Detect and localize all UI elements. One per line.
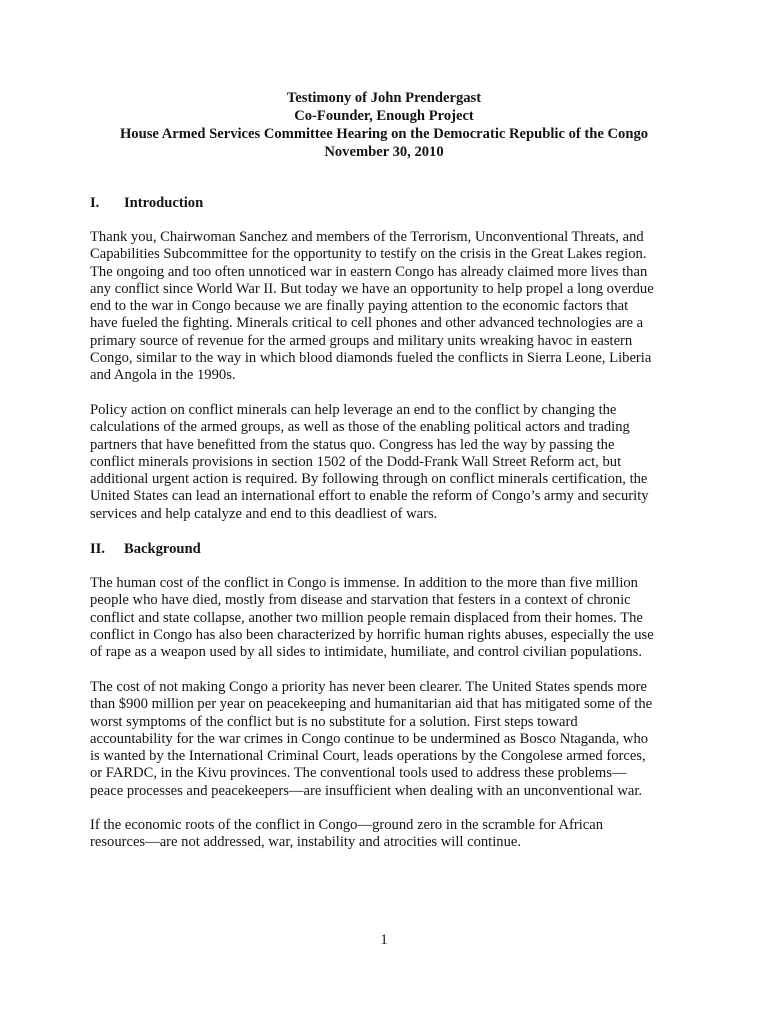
text-line: Congo, similar to the way in which blood diamonds fueled the conflicts in Sierra Leone, Liberia	[90, 350, 652, 367]
text-line: The human cost of the conflict in Congo is immense. In addition to the more than five million	[90, 575, 638, 591]
text-line: Capabilities Subcommittee for the opportunity to testify on the crisis in the Great Lakes region.	[90, 246, 647, 263]
text-line: The ongoing and too often unnoticed war in eastern Congo has already claimed more lives than	[90, 263, 648, 280]
section-heading-background	[90, 540, 201, 558]
section-number: I.	[90, 195, 100, 211]
text-line: conflict and state collapse, another two million people remain displaced from their homes. The	[90, 609, 643, 626]
page-number: 1	[380, 932, 388, 948]
header-hearing-line: House Armed Services Committee Hearing on the Democratic Republic of the Congo	[119, 126, 649, 142]
text-line: is wanted by the International Criminal Court, leads operations by the Congolese armed forces,	[90, 748, 646, 765]
text-line: conflict in Congo has also been characterized by horrific human rights abuses, especially the use	[90, 626, 654, 643]
text-line: people who have died, mostly from disease and starvation that festers in a context of chronic	[90, 592, 631, 609]
text-line: of rape as a weapon used by all sides to intimidate, humiliate, and control civilian populations.	[90, 644, 642, 661]
paragraph-background-2	[90, 679, 690, 800]
paragraph-introduction-1	[90, 229, 690, 385]
text-line: The cost of not making Congo a priority has never been clearer. The United States spends more	[90, 679, 647, 695]
text-line: calculations of the armed groups, as well as those of the enabling political actors and trading	[90, 419, 630, 436]
paragraph-background-3	[90, 817, 690, 852]
section-heading-introduction	[90, 194, 203, 212]
section-number: II.	[90, 541, 106, 557]
header-title-line: Testimony of John Prendergast	[286, 90, 482, 106]
text-line: Thank you, Chairwoman Sanchez and members of the Terrorism, Unconventional Threats, and	[90, 229, 644, 245]
text-line: and Angola in the 1990s.	[90, 367, 236, 384]
header-date-line: November 30, 2010	[324, 144, 444, 160]
header-affiliation-line: Co-Founder, Enough Project	[294, 108, 474, 124]
text-line: United States can lead an international effort to enable the reform of Congo’s army and security	[90, 488, 649, 505]
text-line: resources—are not addressed, war, instability and atrocities will continue.	[90, 834, 522, 851]
text-line: partners that have benefitted from the status quo. Congress has led the way by passing the	[90, 436, 615, 453]
text-line: worst symptoms of the conflict but is no substitute for a solution. First steps toward	[90, 713, 578, 730]
text-line: than $900 million per year on peacekeeping and humanitarian aid that has mitigated some of the	[90, 696, 653, 713]
paragraph-background-1	[90, 575, 690, 661]
text-line: have fueled the fighting. Minerals critical to cell phones and other advanced technologies are a	[90, 315, 644, 332]
text-line: additional urgent action is required. By following through on conflict minerals certification, the	[90, 471, 648, 488]
text-line: services and help catalyze and end to this deadliest of wars.	[90, 505, 438, 522]
text-line: If the economic roots of the conflict in Congo—ground zero in the scramble for African	[90, 817, 604, 833]
section-title: Introduction	[124, 195, 204, 211]
text-line: or FARDC, in the Kivu provinces. The conventional tools used to address these problems—	[90, 765, 627, 782]
section-title: Background	[124, 541, 201, 557]
text-line: conflict minerals provisions in section 1502 of the Dodd-Frank Wall Street Reform act, but	[90, 453, 622, 470]
text-line: end to the war in Congo because we are finally paying attention to the economic factors that	[90, 298, 629, 315]
paragraph-introduction-2	[90, 402, 690, 523]
text-line: peace processes and peacekeepers—are insufficient when dealing with an unconventional war.	[90, 782, 643, 799]
text-line: any conflict since World War II. But today we have an opportunity to help propel a long overdue	[90, 280, 654, 297]
text-line: primary source of revenue for the armed groups and military units wreaking havoc in eastern	[90, 332, 633, 349]
document-header	[0, 89, 768, 161]
text-line: accountability for the war crimes in Congo continue to be undermined as Bosco Ntaganda, who	[90, 730, 649, 747]
text-line: Policy action on conflict minerals can help leverage an end to the conflict by changing the	[90, 402, 617, 418]
